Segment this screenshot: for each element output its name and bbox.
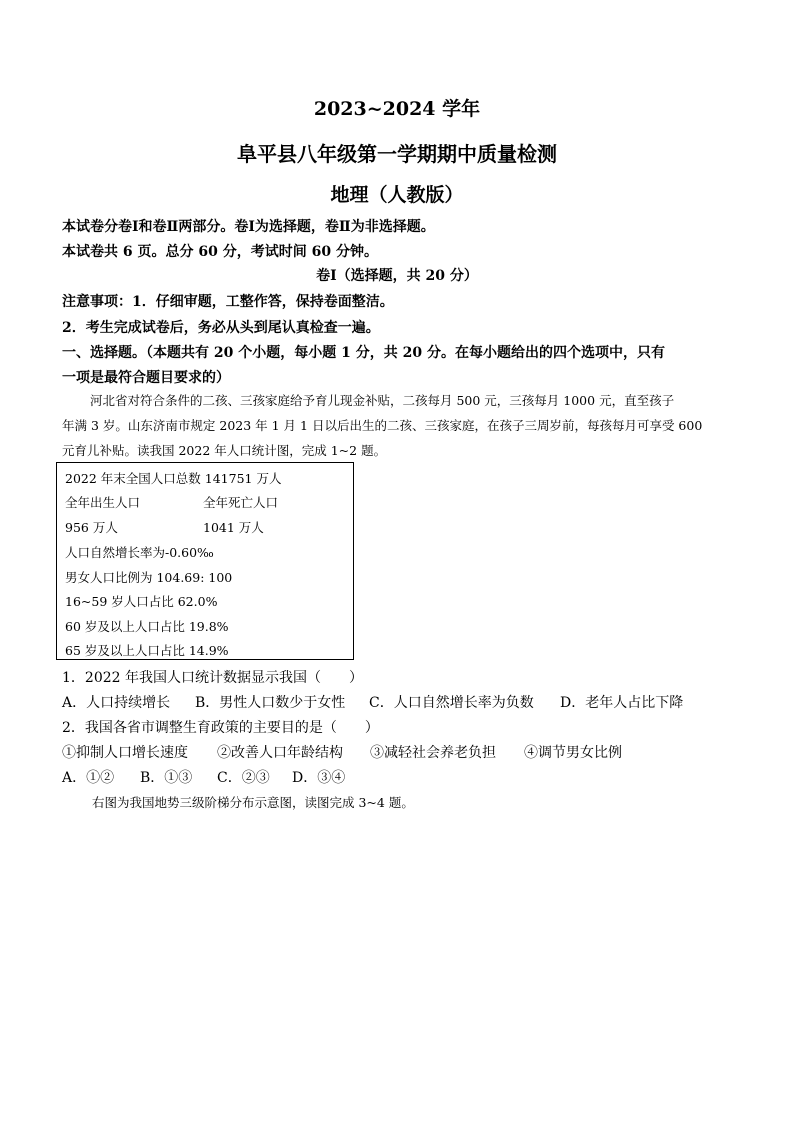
part-one-heading-cont: 一项是最符合题目要求的） [62, 370, 230, 386]
q2-option-a[interactable]: A．①② [62, 770, 115, 786]
stat-births-value: 956 万人 [65, 520, 118, 535]
section-title: 卷Ⅰ（选择题，共 20 分） [316, 268, 478, 284]
stat-total: 2022 年末全国人口总数 141751 万人 [65, 471, 282, 486]
notice-line-1: 注意事项：1．仔细审题，工整作答，保持卷面整洁。 [62, 294, 394, 310]
notice-line-2: 2．考生完成试卷后，务必从头到尾认真检查一遍。 [62, 320, 380, 336]
question-2-stem: 2．我国各省市调整生育政策的主要目的是（ ） [62, 720, 379, 736]
stat-births-label: 全年出生人口 [65, 495, 141, 510]
material-1-line-1: 河北省对符合条件的二孩、三孩家庭给予育儿现金补贴，二孩每月 500 元，三孩每月 1000 元，直至孩子 [90, 393, 675, 408]
q2-statement-2: ②改善人口年龄结构 [217, 745, 343, 761]
q1-option-b[interactable]: B．男性人口数少于女性 [195, 695, 346, 711]
stat-deaths-value: 1041 万人 [203, 520, 264, 535]
q2-statement-3: ③减轻社会养老负担 [370, 745, 496, 761]
q2-option-c[interactable]: C．②③ [217, 770, 270, 786]
intro-line-2: 本试卷共 6 页。总分 60 分，考试时间 60 分钟。 [62, 244, 378, 260]
material-1-line-2: 年满 3 岁。山东济南市规定 2023 年 1 月 1 日以后出生的二孩、三孩家庭，在孩子三周岁前，每孩每月可享受 600 [62, 418, 703, 433]
intro-line-1: 本试卷分卷Ⅰ和卷Ⅱ两部分。卷Ⅰ为选择题，卷Ⅱ为非选择题。 [62, 219, 435, 235]
q2-option-d[interactable]: D．③④ [292, 770, 346, 786]
q1-option-d[interactable]: D．老年人占比下降 [560, 695, 684, 711]
stat-age-60-plus: 60 岁及以上人口占比 19.8% [65, 619, 229, 634]
stat-deaths-label: 全年死亡人口 [203, 495, 279, 510]
stat-age-16-59: 16~59 岁人口占比 62.0% [65, 594, 218, 609]
q1-option-c[interactable]: C．人口自然增长率为负数 [369, 695, 534, 711]
population-stats-box [56, 462, 354, 660]
school-year: 2023~2024 学年 [313, 98, 481, 120]
q2-statement-4: ④调节男女比例 [524, 745, 622, 761]
subject-title: 地理（人教版） [330, 184, 464, 206]
q1-option-a[interactable]: A．人口持续增长 [62, 695, 171, 711]
q2-statement-1: ①抑制人口增长速度 [62, 745, 188, 761]
exam-title: 阜平县八年级第一学期期中质量检测 [237, 142, 557, 166]
stat-values-row [65, 518, 345, 536]
stat-labels-row [65, 493, 345, 511]
part-one-heading: 一、选择题。（本题共有 20 个小题，每小题 1 分，共 20 分。在每小题给出的四个选项中，只有 [62, 345, 665, 361]
question-1-stem: 1．2022 年我国人口统计数据显示我国（ ） [62, 670, 363, 686]
material-2-line-1: 右图为我国地势三级阶梯分布示意图，读图完成 3~4 题。 [92, 795, 414, 810]
q2-option-b[interactable]: B．①③ [140, 770, 193, 786]
stat-sex-ratio: 男女人口比例为 104.69: 100 [65, 570, 233, 585]
stat-age-65-plus: 65 岁及以上人口占比 14.9% [65, 643, 229, 658]
material-1-line-3: 元育儿补贴。读我国 2022 年人口统计图，完成 1~2 题。 [62, 443, 387, 458]
stat-natural-growth: 人口自然增长率为-0.60‰ [65, 545, 214, 560]
